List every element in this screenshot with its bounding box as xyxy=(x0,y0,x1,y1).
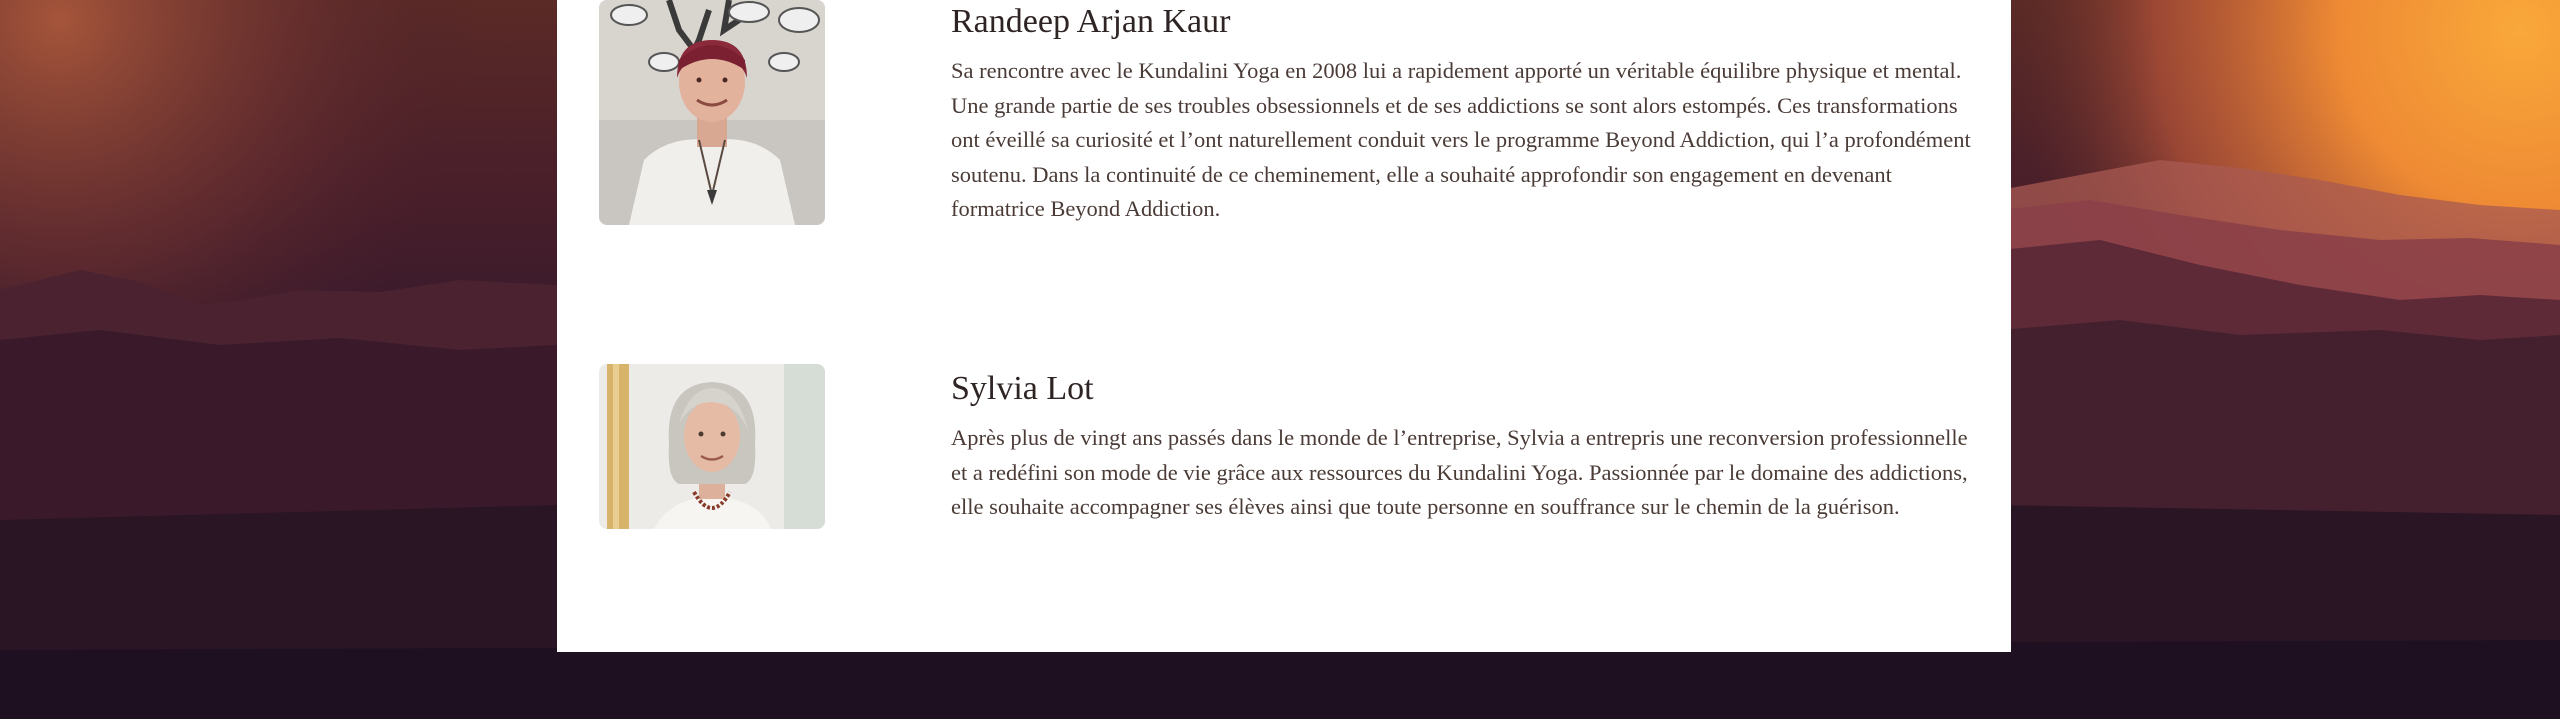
portrait-photo-red-headwrap-icon xyxy=(599,0,825,225)
team-member-name: Sylvia Lot xyxy=(951,370,1094,407)
team-member-text xyxy=(951,0,1981,227)
team-member-bio: Sa rencontre avec le Kundalini Yoga en 2008 lui a rapidement apporté un véritable équilibre physique et mental. Une grande partie de ses troubles obsessionnels et de ses addictions se sont alors estompés. Ces transformations ont éveillé sa curiosité et l’ont naturellement conduit vers le programme Beyond Addiction, qui l’a profondément soutenu. Dans la continuité de ce cheminement, elle a souhaité approfondir son engagement en devenant formatrice Beyond Addiction. xyxy=(951,58,1971,221)
team-member-bio: Après plus de vingt ans passés dans le monde de l’entreprise, Sylvia a entrepris une reconversion professionnelle et a redéfini son mode de vie grâce aux ressources du Kundalini Yoga. Passionnée par le domaine des addictions, elle souhaite accompagner ses élèves ainsi que toute personne en souffrance sur le chemin de la guérison. xyxy=(951,425,1968,519)
team-member-name: Randeep Arjan Kaur xyxy=(951,3,1231,40)
team-member-text xyxy=(951,364,1981,525)
team-card xyxy=(557,0,2011,652)
portrait-photo-gray-hair-icon xyxy=(599,364,825,529)
